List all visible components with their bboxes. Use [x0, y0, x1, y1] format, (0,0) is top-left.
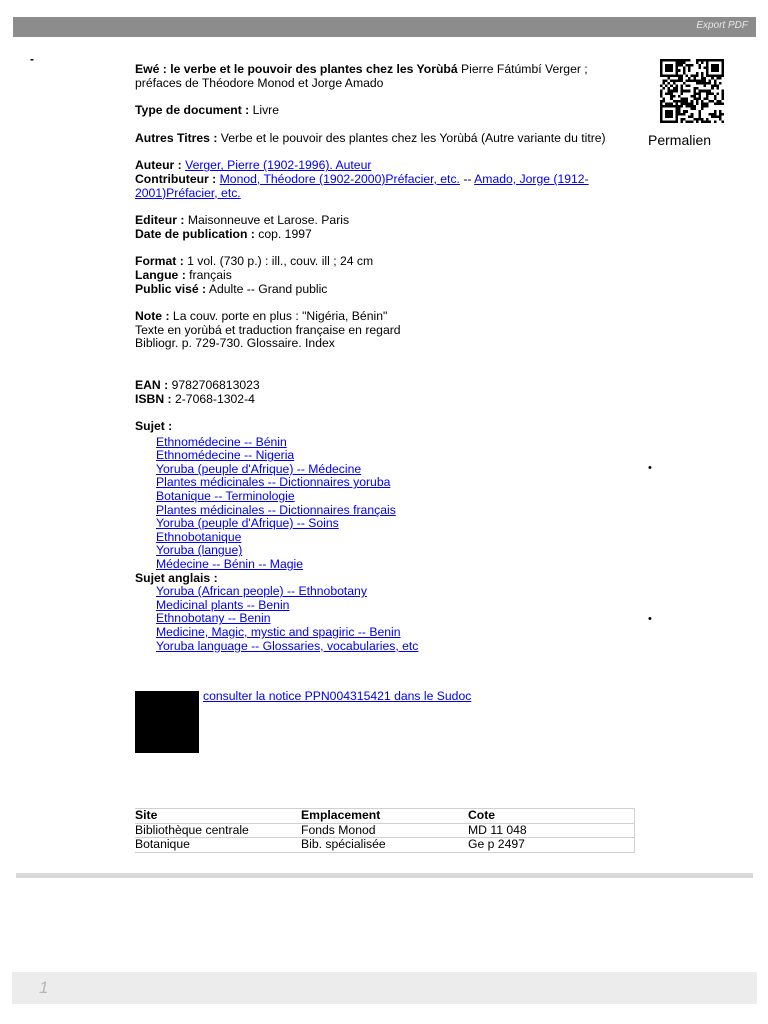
subject-link[interactable]: Ethnobotany -- Benin: [156, 611, 271, 626]
column-header: Site: [135, 809, 301, 824]
list-item: [156, 612, 620, 626]
note: Note : La couv. porte en plus : "Nigéria, Bénin": [135, 309, 388, 324]
public-vise: Public visé : Adulte -- Grand public: [135, 281, 328, 296]
auteur-link[interactable]: Verger, Pierre (1902-1996). Auteur: [185, 158, 372, 173]
list-item: [156, 626, 620, 640]
ean: EAN : 9782706813023: [135, 377, 260, 392]
table-row: [135, 823, 635, 838]
subject-link[interactable]: Médecine -- Bénin -- Magie: [156, 557, 303, 572]
site-cell: Botanique: [135, 838, 301, 853]
site-cell: Bibliothèque centrale: [135, 823, 301, 838]
subject-link[interactable]: Ethnomédecine -- Nigeria: [156, 448, 295, 463]
subject-link[interactable]: Yoruba (African people) -- Ethnobotany: [156, 584, 367, 599]
contributeur-link-monod[interactable]: Monod, Théodore (1902-2000)Préfacier, etc.: [219, 171, 460, 186]
autres-titres: Autres Titres : Verbe et le pouvoir des plantes chez les Yorùbá (Autre variante du titre): [135, 130, 606, 145]
export-pdf-button[interactable]: Export PDF: [696, 20, 748, 31]
subject-link[interactable]: Botanique -- Terminologie: [156, 489, 295, 504]
column-header: Cote: [468, 809, 635, 824]
table-header-row: [135, 809, 635, 824]
bullet: •: [648, 462, 652, 474]
note-line: Bibliogr. p. 729-730. Glossaire. Index: [135, 336, 335, 351]
subject-link[interactable]: Ethnobotanique: [156, 529, 242, 544]
subject-link[interactable]: Medicinal plants -- Benin: [156, 597, 290, 612]
sujet-anglais-heading: Sujet anglais :: [135, 570, 218, 585]
list-item: [156, 463, 620, 477]
subject-link[interactable]: Plantes médicinales -- Dictionnaires français: [156, 502, 396, 517]
sujet-list: [156, 436, 620, 572]
column-header: Emplacement: [301, 809, 468, 824]
sudoc-link[interactable]: consulter la notice PPN004315421 dans le Sudoc: [203, 689, 472, 703]
list-item: [156, 517, 620, 531]
emplacement-cell: Fonds Monod: [301, 823, 468, 838]
contributeur-link-amado[interactable]: Amado, Jorge (1912-2001)Préfacier, etc.: [135, 171, 589, 200]
list-item: [156, 449, 620, 463]
subject-link[interactable]: Yoruba (peuple d'Afrique) -- Médecine: [156, 461, 362, 476]
date-publication: Date de publication : cop. 1997: [135, 226, 312, 241]
auteur: Auteur : Verger, Pierre (1902-1996). Auteur: [135, 158, 372, 173]
sujet-heading: Sujet :: [135, 419, 173, 434]
page-footer: [12, 972, 757, 1004]
list-item: [156, 599, 620, 613]
list-item: [156, 436, 620, 450]
cote-cell: Ge p 2497: [468, 838, 635, 853]
bullet: •: [648, 613, 652, 625]
list-item: [156, 504, 620, 518]
contributeur: Contributeur : Monod, Théodore (1902-2000)Préfacier, etc. -- Amado, Jorge (1912-2001)Préfacier, etc.: [135, 171, 589, 200]
subject-link[interactable]: Yoruba (langue): [156, 543, 243, 558]
subject-link[interactable]: Yoruba (peuple d'Afrique) -- Soins: [156, 516, 339, 531]
format: Format : 1 vol. (730 p.) : ill., couv. ill ; 24 cm: [135, 254, 374, 269]
divider: [16, 873, 753, 878]
editeur: Editeur : Maisonneuve et Larose. Paris: [135, 213, 350, 228]
list-item: [156, 476, 620, 490]
list-item: [156, 640, 620, 654]
list-item: [156, 558, 620, 572]
subject-link[interactable]: Yoruba language -- Glossaries, vocabularies, etc: [156, 638, 419, 653]
subject-link[interactable]: Plantes médicinales -- Dictionnaires yoruba: [156, 475, 391, 490]
list-item: [156, 531, 620, 545]
table-row: [135, 838, 635, 853]
holdings-table: [135, 808, 635, 853]
list-item: [156, 544, 620, 558]
sudoc-logo: [135, 691, 199, 753]
permalien-label[interactable]: Permalien: [648, 132, 712, 148]
note-line: Texte en yorùbá et traduction française en regard: [135, 322, 401, 337]
isbn: ISBN : 2-7068-1302-4: [135, 391, 255, 406]
list-item: [156, 585, 620, 599]
cote-cell: MD 11 048: [468, 823, 635, 838]
list-item: [156, 490, 620, 504]
sujet-anglais-list: [156, 585, 620, 653]
subject-link[interactable]: Medicine, Magic, mystic and spagiric -- Benin: [156, 625, 401, 639]
record-details: [135, 63, 620, 653]
emplacement-cell: Bib. spécialisée: [301, 838, 468, 853]
type-document: Type de document : Livre: [135, 103, 280, 118]
langue: Langue : français: [135, 267, 232, 282]
page-number: 1: [39, 978, 49, 997]
marker: -: [30, 52, 34, 66]
record-title: Ewé : le verbe et le pouvoir des plantes chez les Yorùbá Pierre Fátúmbí Verger ; préfaces de Théodore Monod et Jorge Amado: [135, 62, 588, 90]
export-toolbar: [13, 17, 756, 37]
qr-code-icon: [660, 59, 724, 123]
subject-link[interactable]: Ethnomédecine -- Bénin: [156, 434, 287, 449]
